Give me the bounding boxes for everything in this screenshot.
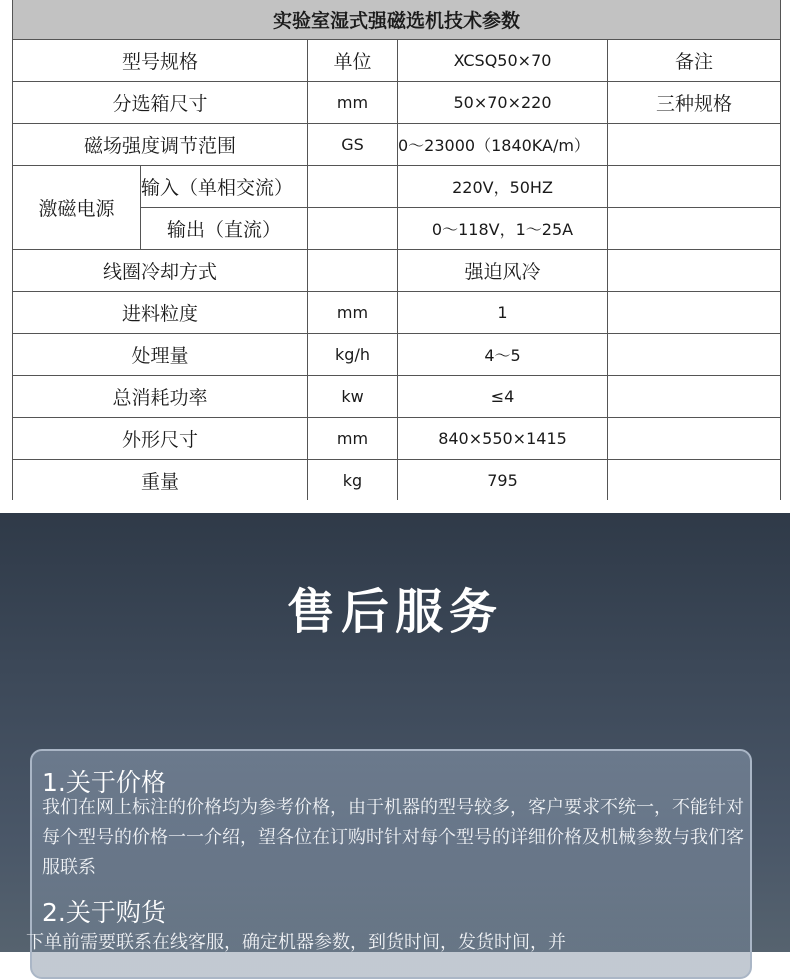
after-sales-section	[0, 513, 790, 952]
spec-table	[12, 0, 781, 500]
table-row	[13, 292, 781, 334]
table-row	[13, 250, 781, 292]
param-value: ≤4	[398, 376, 608, 418]
param-unit: kg	[308, 460, 398, 501]
param-value: 795	[398, 460, 608, 501]
param-note	[608, 460, 781, 501]
table-row	[13, 418, 781, 460]
param-name: 处理量	[13, 334, 308, 376]
table-row	[13, 334, 781, 376]
table-row	[13, 376, 781, 418]
param-note	[608, 124, 781, 166]
param-name: 分选箱尺寸	[13, 82, 308, 124]
purchase-section-body: 下单前需要联系在线客服，确定机器参数，到货时间，发货时间，并	[26, 932, 566, 953]
table-row	[13, 124, 781, 166]
param-name: 输入（单相交流）	[141, 166, 308, 208]
param-unit	[308, 208, 398, 250]
price-section-heading: 1.关于价格	[42, 768, 166, 797]
param-unit: mm	[308, 418, 398, 460]
param-name: 输出（直流）	[141, 208, 308, 250]
param-value: 840×550×1415	[398, 418, 608, 460]
param-name: 重量	[13, 460, 308, 501]
table-row	[13, 40, 781, 82]
param-unit	[308, 250, 398, 292]
param-unit: 单位	[308, 40, 398, 82]
param-note	[608, 250, 781, 292]
param-unit: mm	[308, 82, 398, 124]
param-value: 0～23000（1840KA/m）	[398, 124, 608, 166]
param-name: 型号规格	[13, 40, 308, 82]
param-value: 50×70×220	[398, 82, 608, 124]
param-name: 进料粒度	[13, 292, 308, 334]
param-value: 220V，50HZ	[398, 166, 608, 208]
param-unit: kg/h	[308, 334, 398, 376]
param-value: 强迫风冷	[398, 250, 608, 292]
param-note	[608, 334, 781, 376]
service-title: 售后服务	[286, 584, 503, 640]
param-value: 4～5	[398, 334, 608, 376]
param-note	[608, 292, 781, 334]
param-name: 外形尺寸	[13, 418, 308, 460]
param-group: 激磁电源	[13, 166, 141, 250]
param-note	[608, 166, 781, 208]
param-name: 总消耗功率	[13, 376, 308, 418]
table-title-row	[13, 0, 781, 40]
param-note	[608, 208, 781, 250]
table-row	[13, 166, 781, 208]
param-value: XCSQ50×70	[398, 40, 608, 82]
param-unit: mm	[308, 292, 398, 334]
param-note: 三种规格	[608, 82, 781, 124]
service-info-card	[26, 749, 752, 979]
param-name: 线圈冷却方式	[13, 250, 308, 292]
table-row	[13, 460, 781, 501]
param-unit: GS	[308, 124, 398, 166]
param-note	[608, 418, 781, 460]
param-unit: kw	[308, 376, 398, 418]
table-title: 实验室湿式强磁选机技术参数	[13, 0, 781, 40]
param-value: 0～118V，1～25A	[398, 208, 608, 250]
param-unit	[308, 166, 398, 208]
table-row	[13, 82, 781, 124]
param-note: 备注	[608, 40, 781, 82]
param-name: 磁场强度调节范围	[13, 124, 308, 166]
param-note	[608, 376, 781, 418]
price-section-body: 我们在网上标注的价格均为参考价格，由于机器的型号较多，客户要求不统一，不能针对每个型号的价格一一介绍，望各位在订购时针对每个型号的详细价格及机械参数与我们客服联系	[42, 797, 744, 878]
purchase-section-heading: 2.关于购货	[42, 898, 166, 927]
param-value: 1	[398, 292, 608, 334]
